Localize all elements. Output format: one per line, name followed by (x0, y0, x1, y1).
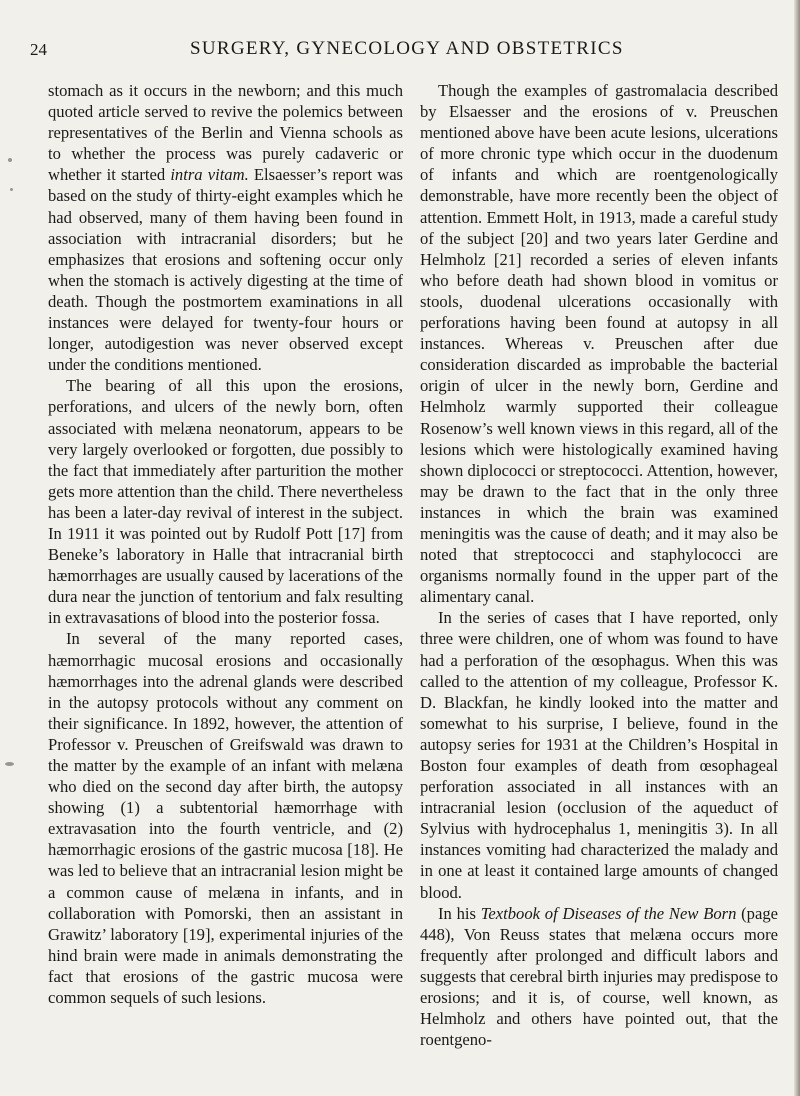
running-head: SURGERY, GYNECOLOGY AND OBSTETRICS (190, 38, 624, 59)
scan-speck (5, 762, 14, 766)
left-paragraph-3: In several of the many reported cases, hæmorrhagic mucosal erosions and occasionally hæmorrhages into the adrenal glands were described in the autopsy protocols without any comment on their significance. In 1892, however, the attention of Professor v. Preuschen of Greifswald was drawn to the matter by the example of an infant with melæna who died on the second day after birth, the autopsy showing (1) a subtentorial hæmorrhage with extravasation into the fourth ventricle, and (2) hæmorrhagic erosions of the gastric mucosa [18]. He was led to believe that an intracranial lesion might be a common cause of melæna in infants, and in collaboration with Pomorski, then an assistant in Grawitz’ laboratory [19], experimental injuries of the hind brain were made in animals demonstrating the fact that erosions of the gastric mucosa were common sequels of such lesions. (48, 629, 403, 1008)
left-paragraph-2: The bearing of all this upon the erosions, perforations, and ulcers of the newly born, often associated with melæna neonatorum, appears to be very largely overlooked or forgotten, due possibly to the fact that immediately after parturition the mother gets more attention than the child. There nevertheless has been a later-day revival of interest in the subject. In 1911 it was pointed out by Rudolf Pott [17] from Beneke’s laboratory in Halle that intracranial birth hæmorrhages are usually caused by lacerations of the dura near the junction of tentorium and falx resulting in extravasations of blood into the posterior fossa. (48, 376, 403, 628)
left-p1-text-a: stomach as it occurs in the newborn; and this much quoted article served to revive the polemics between representatives of the Berlin and Vienna schools as to whether the process was purely cadaveric or whether it started (48, 81, 403, 185)
right-column (420, 80, 778, 1050)
page-number: 24 (30, 40, 47, 59)
right-paragraph-2: In the series of cases that I have reported, only three were children, one of whom was found to have had a perforation of the œsophagus. When this was called to the attention of my colleague, Professor K. D. Blackfan, he kindly looked into the matter and somewhat to his surprise, I believe, found in the autopsy series for 1931 at the Children’s Hospital in Boston four examples of death from œsophageal perforation associated in all instances with an intracranial lesion (occlusion of the aqueduct of Sylvius with hydrocephalus 1, meningitis 3). In all instances vomiting had characterized the malady and in one at least it contained large amounts of changed blood. (420, 608, 778, 902)
left-column (48, 80, 403, 1008)
right-paragraph-1: Though the examples of gastromalacia described by Elsaesser and the erosions of v. Preuschen mentioned above have been acute lesions, ulcerations of more chronic type which occur in the duodenum of infants and which are roentgenologically demonstrable, have more recently been the object of attention. Emmett Holt, in 1913, made a careful study of the subject [20] and two years later Gerdine and Helmholz [21] recorded a series of eleven infants who before death had shown blood in vomitus or stools, duodenal ulcerations occasionally with perforations having been found at autopsy in all instances. Whereas v. Preuschen after due consideration discarded as improbable the bacterial origin of ulcer in the newly born, Gerdine and Helmholz warmly supported their colleague Rosenow’s well known views in this regard, all of the lesions which were histologically examined having shown diplococci or streptococci. Attention, however, may be drawn to the fact that in the only three instances in which the brain was examined meningitis was the cause of death; and it may also be noted that streptococci and staphylococci are organisms normally found in the upper part of the alimentary canal. (420, 81, 778, 607)
left-p1-italic: intra vitam. (170, 165, 249, 185)
right-paragraph-3 (420, 903, 778, 1051)
left-paragraph-1 (48, 80, 403, 375)
scan-edge-shadow (794, 0, 800, 1096)
left-p1-text-b: Elsaesser’s report was based on the study of thirty-eight examples which he had observed, many of them having been found in association with intracranial disorders; but he emphasizes that erosions and softening occur only when the stomach is actively digesting at the time of death. Though the postmortem examinations in all instances were delayed for twenty-four hours or longer, autodigestion was never observed except under the conditions mentioned. (48, 165, 404, 375)
scan-speck (10, 188, 13, 191)
right-p3-italic: Textbook of Diseases of the New Born (480, 903, 737, 923)
right-p3-text-b: (page 448), Von Reuss states that melæna occurs more frequently after prolonged and difficult labors and suggests that cerebral birth injuries may predispose to erosions; and it is, of course, well known, as Helmholz and others have pointed out, that the roentgeno- (420, 903, 779, 1050)
scan-speck (8, 158, 12, 162)
right-p3-text-a: In his (438, 903, 481, 923)
